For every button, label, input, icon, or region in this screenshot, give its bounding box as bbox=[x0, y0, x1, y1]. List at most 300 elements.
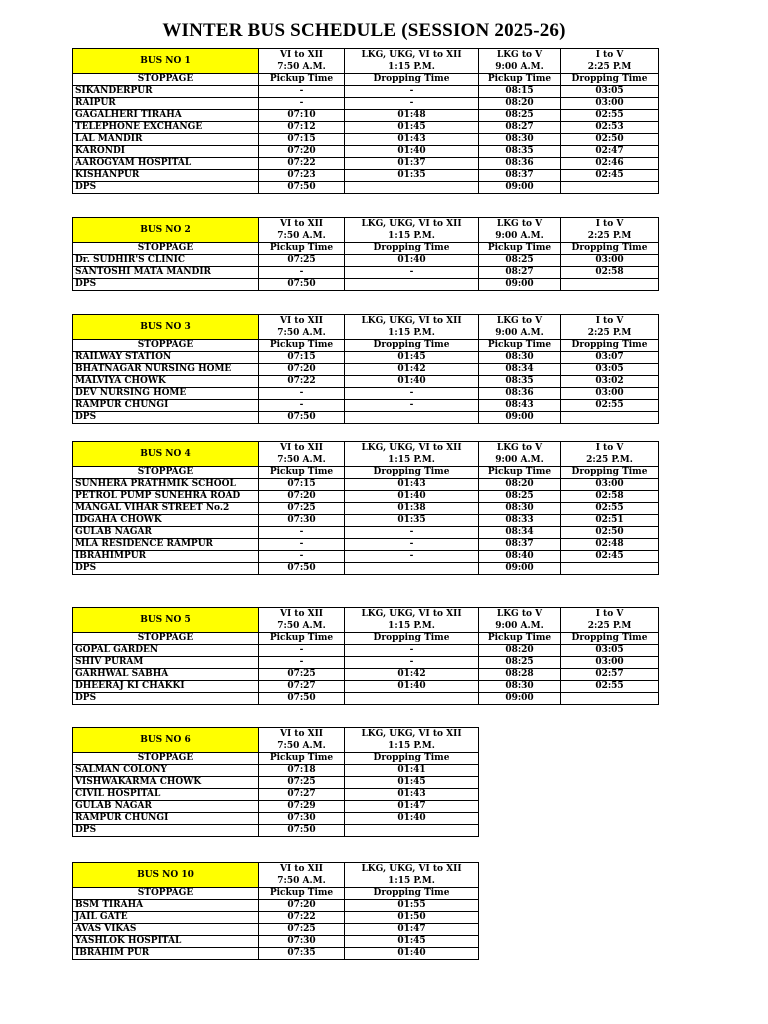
dropping-time: 01:40 bbox=[345, 681, 479, 693]
dropping-time: 02:58 bbox=[561, 491, 659, 503]
pickup-time: 07:20 bbox=[259, 146, 345, 158]
dropping-time bbox=[345, 825, 479, 837]
stoppage-header: STOPPAGE bbox=[73, 74, 259, 86]
table-row bbox=[73, 267, 659, 279]
dropping-time-header: Dropping Time bbox=[345, 753, 479, 765]
pickup-time: 07:35 bbox=[259, 948, 345, 960]
table-row bbox=[73, 948, 479, 960]
pickup-time: 07:50 bbox=[259, 182, 345, 194]
pickup-time-header: Pickup Time bbox=[479, 243, 561, 255]
stoppage-name: LAL MANDIR bbox=[73, 134, 259, 146]
pickup-time: - bbox=[259, 551, 345, 563]
dropping-time: - bbox=[345, 527, 479, 539]
pickup-time: 08:15 bbox=[479, 86, 561, 98]
dropping-time: 01:40 bbox=[345, 813, 479, 825]
dropping-time: 02:46 bbox=[561, 158, 659, 170]
session-header-afternoon: LKG, UKG, VI to XII 1:15 P.M. bbox=[345, 315, 479, 340]
stoppage-name: DPS bbox=[73, 825, 259, 837]
dropping-time-header: Dropping Time bbox=[561, 633, 659, 645]
pickup-time: - bbox=[259, 400, 345, 412]
bus-number-label: BUS NO 1 bbox=[73, 49, 259, 74]
pickup-time: 08:34 bbox=[479, 527, 561, 539]
dropping-time: - bbox=[345, 539, 479, 551]
dropping-time: 02:58 bbox=[561, 267, 659, 279]
stoppage-name: DPS bbox=[73, 279, 259, 291]
pickup-time-header: Pickup Time bbox=[479, 340, 561, 352]
dropping-time: 02:50 bbox=[561, 134, 659, 146]
bus-number-label: BUS NO 10 bbox=[73, 863, 259, 888]
table-row bbox=[73, 825, 479, 837]
dropping-time: 01:47 bbox=[345, 801, 479, 813]
dropping-time-header: Dropping Time bbox=[561, 74, 659, 86]
stoppage-header: STOPPAGE bbox=[73, 467, 259, 479]
session-header-vi-xii-morning: VI to XII 7:50 A.M. bbox=[259, 442, 345, 467]
dropping-time bbox=[345, 563, 479, 575]
dropping-time: 01:42 bbox=[345, 669, 479, 681]
pickup-time: - bbox=[259, 657, 345, 669]
table-row bbox=[73, 924, 479, 936]
table-row bbox=[73, 412, 659, 424]
pickup-time: 07:29 bbox=[259, 801, 345, 813]
bus-number-label: BUS NO 2 bbox=[73, 218, 259, 243]
table-row bbox=[73, 86, 659, 98]
dropping-time: 03:00 bbox=[561, 98, 659, 110]
bus-schedule-table bbox=[72, 441, 659, 575]
stoppage-header: STOPPAGE bbox=[73, 243, 259, 255]
pickup-time: 08:20 bbox=[479, 98, 561, 110]
table-row bbox=[73, 657, 659, 669]
stoppage-header: STOPPAGE bbox=[73, 633, 259, 645]
dropping-time-header: Dropping Time bbox=[561, 340, 659, 352]
stoppage-name: Dr. SUDHIR'S CLINIC bbox=[73, 255, 259, 267]
pickup-time: 08:25 bbox=[479, 110, 561, 122]
stoppage-name: CIVIL HOSPITAL bbox=[73, 789, 259, 801]
table-row bbox=[73, 765, 479, 777]
pickup-time-header: Pickup Time bbox=[479, 467, 561, 479]
dropping-time: 02:45 bbox=[561, 170, 659, 182]
stoppage-name: DHEERAJ KI CHAKKI bbox=[73, 681, 259, 693]
pickup-time: 07:25 bbox=[259, 669, 345, 681]
pickup-time: 09:00 bbox=[479, 279, 561, 291]
table-row bbox=[73, 527, 659, 539]
dropping-time: 03:02 bbox=[561, 376, 659, 388]
pickup-time: - bbox=[259, 645, 345, 657]
pickup-time: 09:00 bbox=[479, 563, 561, 575]
dropping-time-header: Dropping Time bbox=[345, 243, 479, 255]
dropping-time: 01:48 bbox=[345, 110, 479, 122]
session-header-afternoon: LKG, UKG, VI to XII 1:15 P.M. bbox=[345, 863, 479, 888]
pickup-time: 08:25 bbox=[479, 657, 561, 669]
pickup-time: 07:50 bbox=[259, 563, 345, 575]
stoppage-name: RAIPUR bbox=[73, 98, 259, 110]
stoppage-name: SANTOSHI MATA MANDIR bbox=[73, 267, 259, 279]
pickup-time: - bbox=[259, 527, 345, 539]
dropping-time bbox=[561, 693, 659, 705]
stoppage-name: SHIV PURAM bbox=[73, 657, 259, 669]
pickup-time: 07:27 bbox=[259, 681, 345, 693]
stoppage-name: RAILWAY STATION bbox=[73, 352, 259, 364]
dropping-time: 03:05 bbox=[561, 86, 659, 98]
dropping-time: 01:35 bbox=[345, 170, 479, 182]
dropping-time: 02:57 bbox=[561, 669, 659, 681]
stoppage-name: PETROL PUMP SUNEHRA ROAD bbox=[73, 491, 259, 503]
stoppage-name: YASHLOK HOSPITAL bbox=[73, 936, 259, 948]
pickup-time: 08:35 bbox=[479, 376, 561, 388]
session-header-afternoon: LKG, UKG, VI to XII 1:15 P.M. bbox=[345, 728, 479, 753]
dropping-time: 01:42 bbox=[345, 364, 479, 376]
stoppage-name: GAGALHERI TIRAHA bbox=[73, 110, 259, 122]
pickup-time: 07:10 bbox=[259, 110, 345, 122]
dropping-time: 02:45 bbox=[561, 551, 659, 563]
stoppage-name: BSM TIRAHA bbox=[73, 900, 259, 912]
dropping-time: 03:00 bbox=[561, 388, 659, 400]
dropping-time: 02:53 bbox=[561, 122, 659, 134]
session-header-lkg-v-morning: LKG to V 9:00 A.M. bbox=[479, 608, 561, 633]
dropping-time: - bbox=[345, 388, 479, 400]
session-header-afternoon: LKG, UKG, VI to XII 1:15 P.M. bbox=[345, 218, 479, 243]
dropping-time: 03:07 bbox=[561, 352, 659, 364]
session-header-vi-xii-morning: VI to XII 7:50 A.M. bbox=[259, 218, 345, 243]
dropping-time: - bbox=[345, 657, 479, 669]
pickup-time: 07:25 bbox=[259, 503, 345, 515]
stoppage-name: MALVIYA CHOWK bbox=[73, 376, 259, 388]
table-row bbox=[73, 503, 659, 515]
table-row bbox=[73, 279, 659, 291]
table-row bbox=[73, 912, 479, 924]
stoppage-name: AAROGYAM HOSPITAL bbox=[73, 158, 259, 170]
stoppage-name: AVAS VIKAS bbox=[73, 924, 259, 936]
pickup-time: 07:18 bbox=[259, 765, 345, 777]
stoppage-name: VISHWAKARMA CHOWK bbox=[73, 777, 259, 789]
dropping-time: 01:40 bbox=[345, 376, 479, 388]
bus-schedule-table bbox=[72, 862, 479, 960]
dropping-time: 03:05 bbox=[561, 645, 659, 657]
dropping-time: 01:43 bbox=[345, 134, 479, 146]
pickup-time-header: Pickup Time bbox=[259, 243, 345, 255]
pickup-time: 08:25 bbox=[479, 255, 561, 267]
pickup-time: 07:30 bbox=[259, 813, 345, 825]
pickup-time: 07:20 bbox=[259, 364, 345, 376]
pickup-time: 08:37 bbox=[479, 539, 561, 551]
pickup-time-header: Pickup Time bbox=[259, 467, 345, 479]
dropping-time: - bbox=[345, 267, 479, 279]
stoppage-name: IBRAHIMPUR bbox=[73, 551, 259, 563]
dropping-time: 01:43 bbox=[345, 789, 479, 801]
pickup-time: 07:50 bbox=[259, 825, 345, 837]
bus-number-label: BUS NO 4 bbox=[73, 442, 259, 467]
pickup-time: 08:34 bbox=[479, 364, 561, 376]
pickup-time: 08:27 bbox=[479, 267, 561, 279]
stoppage-name: GULAB NAGAR bbox=[73, 527, 259, 539]
table-row bbox=[73, 122, 659, 134]
dropping-time: 02:55 bbox=[561, 503, 659, 515]
table-row bbox=[73, 515, 659, 527]
table-row bbox=[73, 146, 659, 158]
stoppage-name: SALMAN COLONY bbox=[73, 765, 259, 777]
dropping-time: 03:05 bbox=[561, 364, 659, 376]
pickup-time: - bbox=[259, 267, 345, 279]
pickup-time: 07:20 bbox=[259, 900, 345, 912]
bus-number-label: BUS NO 6 bbox=[73, 728, 259, 753]
pickup-time-header: Pickup Time bbox=[479, 74, 561, 86]
dropping-time: 02:47 bbox=[561, 146, 659, 158]
table-row bbox=[73, 539, 659, 551]
pickup-time: 07:25 bbox=[259, 255, 345, 267]
pickup-time: 07:30 bbox=[259, 515, 345, 527]
dropping-time: 03:00 bbox=[561, 255, 659, 267]
pickup-time-header: Pickup Time bbox=[259, 340, 345, 352]
table-row bbox=[73, 693, 659, 705]
dropping-time: 01:37 bbox=[345, 158, 479, 170]
dropping-time: 03:00 bbox=[561, 479, 659, 491]
stoppage-name: SUNHERA PRATHMIK SCHOOL bbox=[73, 479, 259, 491]
stoppage-name: GULAB NAGAR bbox=[73, 801, 259, 813]
pickup-time: 07:50 bbox=[259, 693, 345, 705]
dropping-time: 01:40 bbox=[345, 491, 479, 503]
pickup-time: - bbox=[259, 86, 345, 98]
table-row bbox=[73, 563, 659, 575]
dropping-time: 01:45 bbox=[345, 936, 479, 948]
pickup-time: 08:36 bbox=[479, 388, 561, 400]
table-row bbox=[73, 801, 479, 813]
pickup-time: 07:15 bbox=[259, 352, 345, 364]
pickup-time: 08:27 bbox=[479, 122, 561, 134]
dropping-time: 01:55 bbox=[345, 900, 479, 912]
bus-schedule-table bbox=[72, 607, 659, 705]
pickup-time: 07:22 bbox=[259, 158, 345, 170]
table-row bbox=[73, 900, 479, 912]
bus-number-label: BUS NO 5 bbox=[73, 608, 259, 633]
table-row bbox=[73, 491, 659, 503]
dropping-time bbox=[561, 182, 659, 194]
dropping-time-header: Dropping Time bbox=[345, 888, 479, 900]
pickup-time: 08:33 bbox=[479, 515, 561, 527]
dropping-time: - bbox=[345, 86, 479, 98]
dropping-time-header: Dropping Time bbox=[345, 467, 479, 479]
stoppage-name: KARONDI bbox=[73, 146, 259, 158]
dropping-time: 03:00 bbox=[561, 657, 659, 669]
pickup-time: 08:20 bbox=[479, 645, 561, 657]
stoppage-name: JAIL GATE bbox=[73, 912, 259, 924]
stoppage-name: DPS bbox=[73, 182, 259, 194]
dropping-time: 01:41 bbox=[345, 765, 479, 777]
pickup-time: 08:25 bbox=[479, 491, 561, 503]
pickup-time: 07:30 bbox=[259, 936, 345, 948]
session-header-vi-xii-morning: VI to XII 7:50 A.M. bbox=[259, 728, 345, 753]
pickup-time: 07:22 bbox=[259, 376, 345, 388]
pickup-time: 09:00 bbox=[479, 412, 561, 424]
pickup-time: 09:00 bbox=[479, 182, 561, 194]
page-title: WINTER BUS SCHEDULE (SESSION 2025-26) bbox=[162, 20, 566, 41]
pickup-time: 08:28 bbox=[479, 669, 561, 681]
dropping-time: 02:50 bbox=[561, 527, 659, 539]
stoppage-name: SIKANDERPUR bbox=[73, 86, 259, 98]
session-header-i-v-afternoon: I to V 2:25 P.M bbox=[561, 218, 659, 243]
dropping-time: 01:38 bbox=[345, 503, 479, 515]
pickup-time: 07:22 bbox=[259, 912, 345, 924]
table-row bbox=[73, 551, 659, 563]
session-header-afternoon: LKG, UKG, VI to XII 1:15 P.M. bbox=[345, 49, 479, 74]
stoppage-name: DEV NURSING HOME bbox=[73, 388, 259, 400]
pickup-time: 07:25 bbox=[259, 777, 345, 789]
session-header-afternoon: LKG, UKG, VI to XII 1:15 P.M. bbox=[345, 608, 479, 633]
dropping-time: 01:50 bbox=[345, 912, 479, 924]
table-row bbox=[73, 352, 659, 364]
pickup-time: 08:30 bbox=[479, 352, 561, 364]
pickup-time: - bbox=[259, 388, 345, 400]
pickup-time-header: Pickup Time bbox=[479, 633, 561, 645]
session-header-vi-xii-morning: VI to XII 7:50 A.M. bbox=[259, 49, 345, 74]
dropping-time: - bbox=[345, 98, 479, 110]
session-header-lkg-v-morning: LKG to V 9:00 A.M. bbox=[479, 442, 561, 467]
dropping-time: 01:40 bbox=[345, 948, 479, 960]
stoppage-name: MLA RESIDENCE RAMPUR bbox=[73, 539, 259, 551]
pickup-time: 09:00 bbox=[479, 693, 561, 705]
table-row bbox=[73, 158, 659, 170]
pickup-time: 08:43 bbox=[479, 400, 561, 412]
pickup-time-header: Pickup Time bbox=[259, 633, 345, 645]
pickup-time-header: Pickup Time bbox=[259, 74, 345, 86]
dropping-time bbox=[345, 693, 479, 705]
session-header-i-v-afternoon: I to V 2:25 P.M. bbox=[561, 442, 659, 467]
stoppage-name: RAMPUR CHUNGI bbox=[73, 813, 259, 825]
table-row bbox=[73, 388, 659, 400]
session-header-vi-xii-morning: VI to XII 7:50 A.M. bbox=[259, 863, 345, 888]
dropping-time bbox=[345, 279, 479, 291]
dropping-time: 02:48 bbox=[561, 539, 659, 551]
table-row bbox=[73, 98, 659, 110]
pickup-time: 08:30 bbox=[479, 134, 561, 146]
dropping-time: 02:55 bbox=[561, 110, 659, 122]
dropping-time-header: Dropping Time bbox=[345, 340, 479, 352]
pickup-time: 08:30 bbox=[479, 681, 561, 693]
stoppage-name: TELEPHONE EXCHANGE bbox=[73, 122, 259, 134]
session-header-i-v-afternoon: I to V 2:25 P.M bbox=[561, 315, 659, 340]
session-header-i-v-afternoon: I to V 2:25 P.M bbox=[561, 49, 659, 74]
pickup-time: 07:12 bbox=[259, 122, 345, 134]
dropping-time: 01:40 bbox=[345, 255, 479, 267]
pickup-time: 07:50 bbox=[259, 412, 345, 424]
table-row bbox=[73, 376, 659, 388]
pickup-time: 07:23 bbox=[259, 170, 345, 182]
pickup-time: - bbox=[259, 539, 345, 551]
stoppage-name: MANGAL VIHAR STREET No.2 bbox=[73, 503, 259, 515]
session-header-afternoon: LKG, UKG, VI to XII 1:15 P.M. bbox=[345, 442, 479, 467]
dropping-time: 02:55 bbox=[561, 681, 659, 693]
pickup-time-header: Pickup Time bbox=[259, 753, 345, 765]
table-row bbox=[73, 182, 659, 194]
table-row bbox=[73, 777, 479, 789]
pickup-time: 08:30 bbox=[479, 503, 561, 515]
table-row bbox=[73, 400, 659, 412]
stoppage-name: BHATNAGAR NURSING HOME bbox=[73, 364, 259, 376]
stoppage-name: GOPAL GARDEN bbox=[73, 645, 259, 657]
stoppage-name: KISHANPUR bbox=[73, 170, 259, 182]
pickup-time: 07:15 bbox=[259, 134, 345, 146]
pickup-time: 07:27 bbox=[259, 789, 345, 801]
bus-schedule-table bbox=[72, 217, 659, 291]
stoppage-name: IBRAHIM PUR bbox=[73, 948, 259, 960]
pickup-time: 07:50 bbox=[259, 279, 345, 291]
table-row bbox=[73, 645, 659, 657]
stoppage-name: IDGAHA CHOWK bbox=[73, 515, 259, 527]
pickup-time-header: Pickup Time bbox=[259, 888, 345, 900]
dropping-time: 01:43 bbox=[345, 479, 479, 491]
table-row bbox=[73, 479, 659, 491]
pickup-time: 08:40 bbox=[479, 551, 561, 563]
dropping-time-header: Dropping Time bbox=[345, 74, 479, 86]
stoppage-header: STOPPAGE bbox=[73, 888, 259, 900]
table-row bbox=[73, 936, 479, 948]
stoppage-name: DPS bbox=[73, 412, 259, 424]
pickup-time: 07:20 bbox=[259, 491, 345, 503]
dropping-time: 01:45 bbox=[345, 122, 479, 134]
dropping-time: - bbox=[345, 645, 479, 657]
dropping-time: 01:40 bbox=[345, 146, 479, 158]
dropping-time: 02:51 bbox=[561, 515, 659, 527]
table-row bbox=[73, 813, 479, 825]
table-row bbox=[73, 789, 479, 801]
pickup-time: 07:25 bbox=[259, 924, 345, 936]
session-header-lkg-v-morning: LKG to V 9:00 A.M. bbox=[479, 218, 561, 243]
dropping-time-header: Dropping Time bbox=[561, 467, 659, 479]
stoppage-name: DPS bbox=[73, 693, 259, 705]
dropping-time bbox=[345, 182, 479, 194]
table-row bbox=[73, 669, 659, 681]
dropping-time: 01:45 bbox=[345, 777, 479, 789]
bus-schedule-table bbox=[72, 314, 659, 424]
bus-schedule-table bbox=[72, 727, 479, 837]
dropping-time: 01:45 bbox=[345, 352, 479, 364]
pickup-time: 08:37 bbox=[479, 170, 561, 182]
stoppage-header: STOPPAGE bbox=[73, 753, 259, 765]
stoppage-name: GARHWAL SABHA bbox=[73, 669, 259, 681]
session-header-vi-xii-morning: VI to XII 7:50 A.M. bbox=[259, 608, 345, 633]
table-row bbox=[73, 364, 659, 376]
table-row bbox=[73, 170, 659, 182]
dropping-time-header: Dropping Time bbox=[345, 633, 479, 645]
session-header-lkg-v-morning: LKG to V 9:00 A.M. bbox=[479, 315, 561, 340]
session-header-i-v-afternoon: I to V 2:25 P.M bbox=[561, 608, 659, 633]
table-row bbox=[73, 134, 659, 146]
stoppage-name: DPS bbox=[73, 563, 259, 575]
pickup-time: - bbox=[259, 98, 345, 110]
session-header-vi-xii-morning: VI to XII 7:50 A.M. bbox=[259, 315, 345, 340]
pickup-time: 08:35 bbox=[479, 146, 561, 158]
table-row bbox=[73, 255, 659, 267]
bus-number-label: BUS NO 3 bbox=[73, 315, 259, 340]
stoppage-name: RAMPUR CHUNGI bbox=[73, 400, 259, 412]
session-header-lkg-v-morning: LKG to V 9:00 A.M. bbox=[479, 49, 561, 74]
dropping-time bbox=[561, 563, 659, 575]
bus-schedule-table bbox=[72, 48, 659, 194]
dropping-time: 01:47 bbox=[345, 924, 479, 936]
dropping-time: 02:55 bbox=[561, 400, 659, 412]
dropping-time bbox=[345, 412, 479, 424]
dropping-time: - bbox=[345, 400, 479, 412]
table-row bbox=[73, 110, 659, 122]
dropping-time: - bbox=[345, 551, 479, 563]
dropping-time bbox=[561, 412, 659, 424]
dropping-time-header: Dropping Time bbox=[561, 243, 659, 255]
dropping-time: 01:35 bbox=[345, 515, 479, 527]
dropping-time bbox=[561, 279, 659, 291]
pickup-time: 07:15 bbox=[259, 479, 345, 491]
pickup-time: 08:36 bbox=[479, 158, 561, 170]
table-row bbox=[73, 681, 659, 693]
stoppage-header: STOPPAGE bbox=[73, 340, 259, 352]
pickup-time: 08:20 bbox=[479, 479, 561, 491]
